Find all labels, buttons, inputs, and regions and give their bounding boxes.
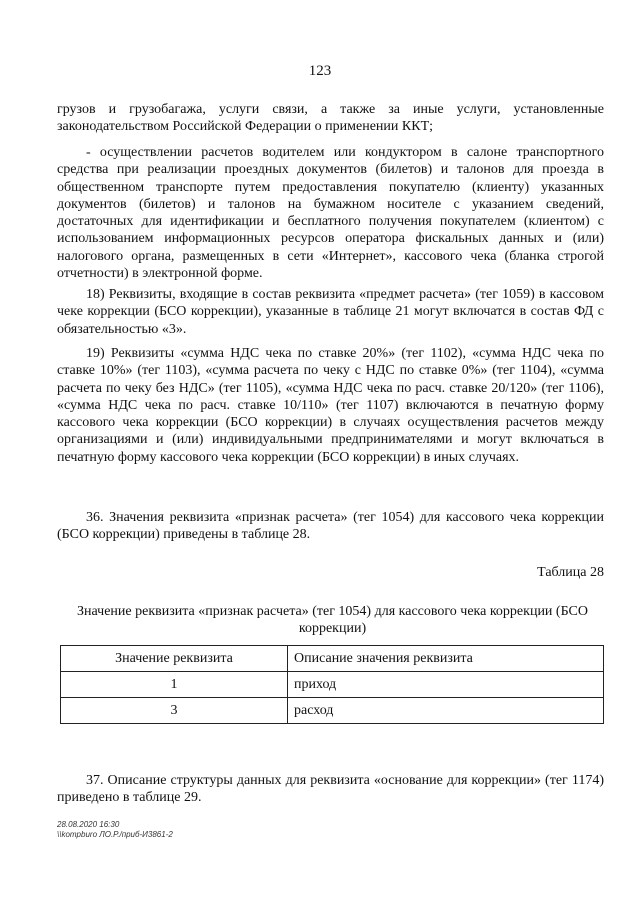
header-attribute-value: Значение реквизита — [61, 646, 288, 672]
cell-value-description: приход — [288, 672, 604, 698]
attribute-values-table — [60, 645, 604, 724]
footer-timestamp: 28.08.2020 16:30 — [57, 820, 120, 829]
header-value-description: Описание значения реквизита — [288, 646, 604, 672]
footer-file-path: \\kompburo ЛО.Р./приб-И3861-2 — [57, 830, 173, 839]
paragraph-section-36: 36. Значения реквизита «признак расчета» (тег 1054) для кассового чека коррекции (БСО коррекции) приведены в таблице 28. — [57, 510, 604, 543]
cell-attribute-value: 3 — [61, 698, 288, 724]
paragraph-item-18: 18) Реквизиты, входящие в состав реквизита «предмет расчета» (тег 1059) в кассовом чеке коррекции (БСО коррекции), указанные в таблице 21 могут включатся в состав ФД с обязательностью «3». — [57, 287, 604, 337]
page-number: 123 — [308, 63, 332, 79]
paragraph-section-37: 37. Описание структуры данных для реквизита «основание для коррекции» (тег 1174) приведено в таблице 29. — [57, 773, 604, 806]
paragraph-bus-ticket-clause: - осуществлении расчетов водителем или кондуктором в салоне транспортного средства при реализации проездных документов (билетов) и талонов для проезда в общественном транспорте путем предоставления покупателю (клиенту) указанных документов (билетов) и талонов на бумажном носителе с указанием сведений, достаточных для идентификации и бесплатного получения покупателем (клиентом) с использованием информационных ресурсов оператора фискальных данных и (или) налогового органа, размещенных в сети «Интернет», кассового чека (бланка строгой отчетности) в электронной форме. — [57, 145, 604, 282]
paragraph-item-19: 19) Реквизиты «сумма НДС чека по ставке 20%» (тег 1102), «сумма НДС чека по ставке 10%» (тег 1103), «сумма расчета по чеку с НДС по ставке 0%» (тег 1104), «сумма расчета по чеку без НДС» (тег 1105), «сумма НДС чека по расч. ставке 20/120» (тег 1106), «сумма НДС чека по расч. ставке 10/110» (тег 1107) включаются в печатную форму кассового чека коррекции (БСО коррекции) в случаях осуществления расчетов между организациями и (или) индивидуальными предпринимателями и могут включаться в печатную форму кассового чека коррекции (БСО коррекции) в иных случаях. — [57, 346, 604, 465]
cell-attribute-value: 1 — [61, 672, 288, 698]
table-number-label: Таблица 28 — [537, 565, 604, 580]
table-title: Значение реквизита «признак расчета» (тег 1054) для кассового чека коррекции (БСО коррекции) — [77, 604, 588, 636]
table-header-row — [61, 646, 604, 672]
table-row — [61, 672, 604, 698]
cell-value-description: расход — [288, 698, 604, 724]
table-row — [61, 698, 604, 724]
paragraph-continuation: грузов и грузобагажа, услуги связи, а также за иные услуги, установленные законодательством Российской Федерации о применении ККТ; — [57, 102, 604, 135]
